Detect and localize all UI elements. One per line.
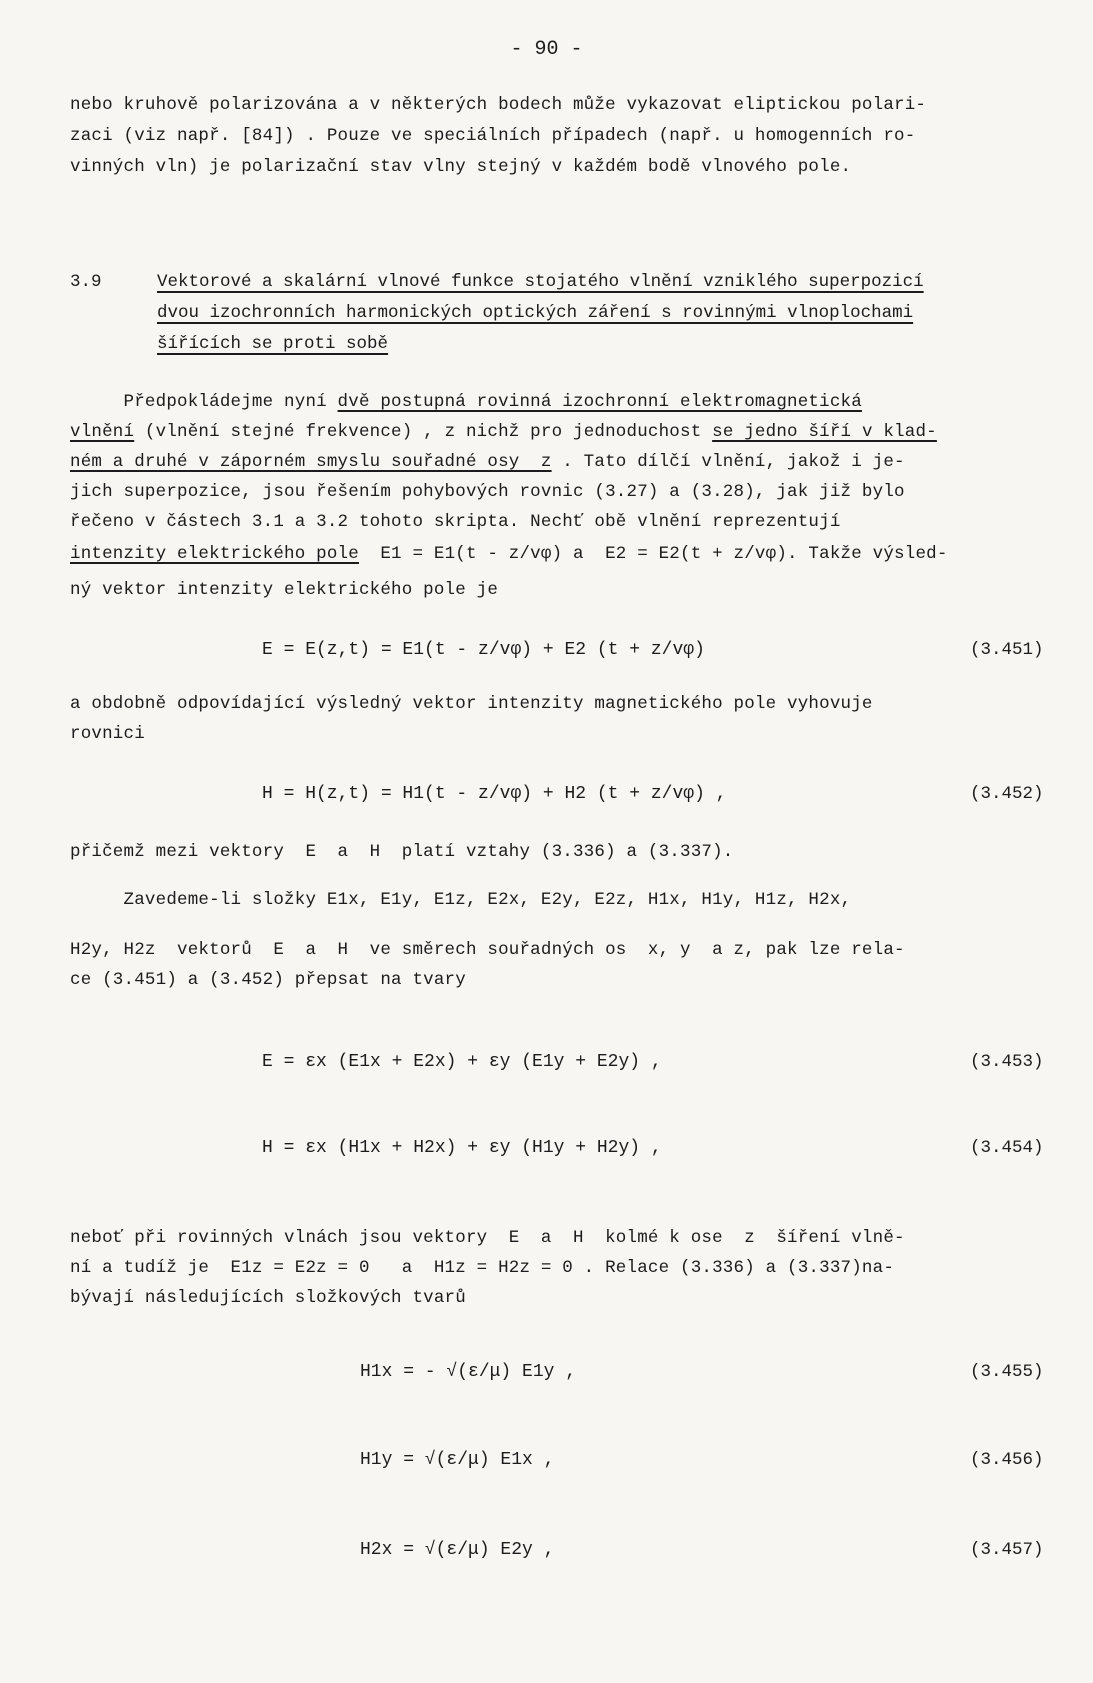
para1-text: (vlnění stejné frekvence) , z nichž pro jednoduchost	[134, 422, 713, 442]
para1-underlined: vlnění	[70, 422, 135, 442]
equation-3-453: E = εx (E1x + E2x) + εy (E1y + E2y) ,	[262, 1052, 662, 1072]
equation-number-3-457: (3.457)	[970, 1540, 1044, 1560]
para2-line-1: a obdobně odpovídající výsledný vektor intenzity magnetického pole vyhovuje	[70, 694, 873, 714]
para1-line-3	[70, 452, 905, 472]
section-number: 3.9	[70, 272, 102, 292]
para1-line-5: řečeno v částech 3.1 a 3.2 tohoto skripta. Nechť obě vlnění reprezentují	[70, 512, 841, 532]
equation-3-456: H1y = √(ε/μ) E1x ,	[360, 1450, 555, 1470]
equation-number-3-451: (3.451)	[970, 640, 1044, 660]
equation-3-452: H = H(z,t) = H1(t - z/vφ) + H2 (t + z/vφ) ,	[262, 784, 727, 804]
para5-line-1: neboť při rovinných vlnách jsou vektory E a H kolmé k ose z šíření vlně-	[70, 1228, 905, 1248]
intro-line-3: vinných vln) je polarizační stav vlny stejný v každém bodě vlnového pole.	[70, 157, 852, 177]
para4-line-1: Zavedeme-li složky E1x, E1y, E1z, E2x, E2y, E2z, H1x, H1y, H1z, H2x,	[70, 890, 852, 910]
section-title-line-2: dvou izochronních harmonických optických záření s rovinnými vlnoplochami	[157, 303, 914, 323]
para3-line: přičemž mezi vektory E a H platí vztahy (3.336) a (3.337).	[70, 842, 734, 862]
para1-line-4: jich superpozice, jsou řešením pohybových rovnic (3.27) a (3.28), jak již bylo	[70, 482, 905, 502]
para2-line-2: rovnici	[70, 724, 145, 744]
para1-line-7: ný vektor intenzity elektrického pole je	[70, 580, 499, 600]
para1-underlined: se jedno šíří v klad-	[712, 422, 937, 442]
para5-line-2: ní a tudíž je E1z = E2z = 0 a H1z = H2z = 0 . Relace (3.336) a (3.337)na-	[70, 1258, 895, 1278]
equation-number-3-455: (3.455)	[970, 1362, 1044, 1382]
intro-line-2: zaci (viz např. [84]) . Pouze ve speciálních případech (např. u homogenních ro-	[70, 126, 916, 146]
para1-text: Předpokládejme nyní	[70, 392, 338, 412]
intro-line-1: nebo kruhově polarizována a v některých bodech může vykazovat eliptickou polari-	[70, 95, 927, 115]
equation-number-3-452: (3.452)	[970, 784, 1044, 804]
para1-line-1	[70, 392, 862, 412]
para4-line-3: ce (3.451) a (3.452) přepsat na tvary	[70, 970, 466, 990]
equation-3-457: H2x = √(ε/μ) E2y ,	[360, 1540, 555, 1560]
para1-text: . Tato dílčí vlnění, jakož i je-	[551, 452, 905, 472]
para1-underlined: intenzity elektrického pole	[70, 544, 359, 564]
equation-3-455: H1x = - √(ε/μ) E1y ,	[360, 1362, 577, 1382]
para1-line-2	[70, 422, 937, 442]
para1-underlined: dvě postupná rovinná izochronní elektromagnetická	[337, 392, 862, 412]
equation-3-451: E = E(z,t) = E1(t - z/vφ) + E2 (t + z/vφ)	[262, 640, 705, 660]
para4-line-2: H2y, H2z vektorů E a H ve směrech souřadných os x, y a z, pak lze rela-	[70, 940, 905, 960]
section-title-line-3: šířících se proti sobě	[157, 334, 389, 354]
section-title-line-1: Vektorové a skalární vlnové funkce stojatého vlnění vzniklého superpozicí	[157, 272, 924, 292]
para1-line-6	[70, 544, 948, 564]
page-number: - 90 -	[510, 38, 583, 61]
equation-number-3-454: (3.454)	[970, 1138, 1044, 1158]
para5-line-3: bývají následujících složkových tvarů	[70, 1288, 466, 1308]
para1-text: E1 = E1(t - z/vφ) a E2 = E2(t + z/vφ). Takže výsled-	[358, 544, 948, 564]
equation-3-454: H = εx (H1x + H2x) + εy (H1y + H2y) ,	[262, 1138, 662, 1158]
equation-number-3-456: (3.456)	[970, 1450, 1044, 1470]
para1-underlined: ném a druhé v záporném smyslu souřadné osy z	[70, 452, 552, 472]
equation-number-3-453: (3.453)	[970, 1052, 1044, 1072]
